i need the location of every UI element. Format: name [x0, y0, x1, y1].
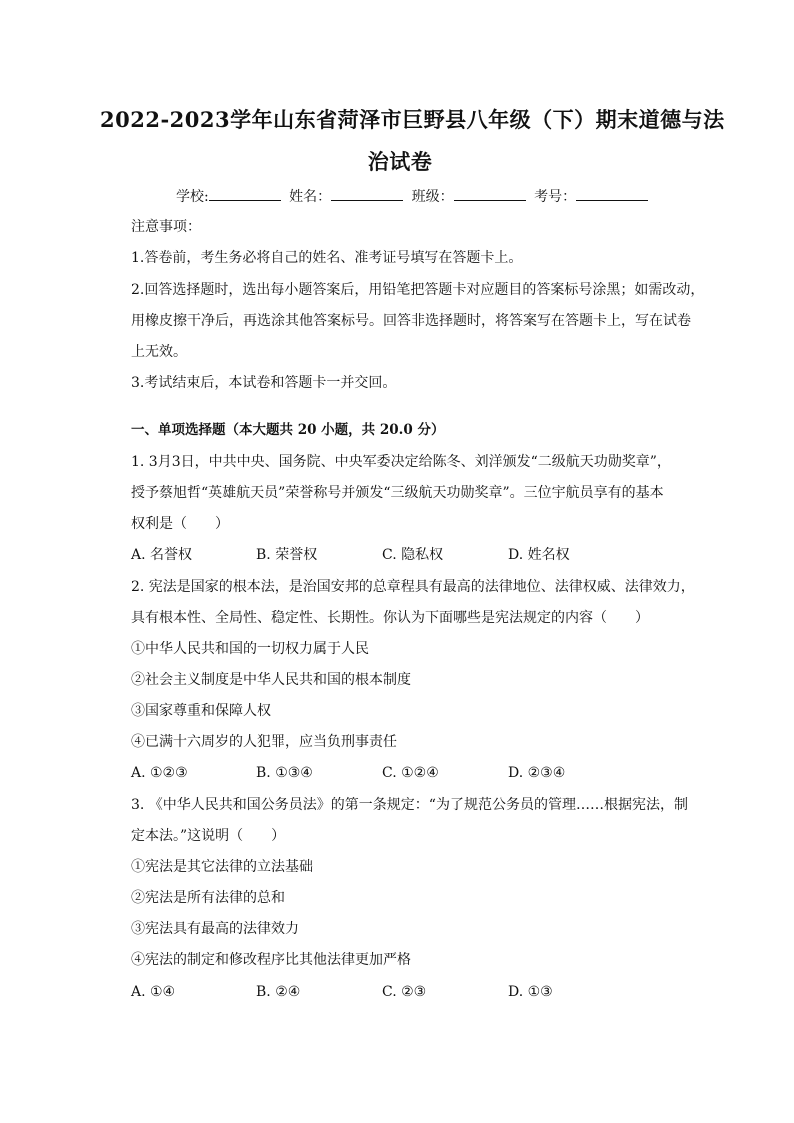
- option-a[interactable]: A. ①④: [131, 984, 176, 1000]
- class-blank: [454, 186, 526, 201]
- notice-item: 用橡皮擦干净后，再选涂其他答案标号。回答非选择题时，将答案写在答题卡上，写在试卷: [131, 313, 691, 329]
- name-label: 姓名：: [289, 189, 332, 205]
- option-b[interactable]: B. ①③④: [256, 765, 313, 781]
- question-3-statement: ②宪法是所有法律的总和: [131, 890, 285, 906]
- question-1-text: 权利是（ ）: [131, 516, 229, 532]
- school-blank: [209, 186, 281, 201]
- notice-item: 3.考试结束后，本试卷和答题卡一并交回。: [131, 375, 397, 391]
- question-3-statement: ①宪法是其它法律的立法基础: [131, 859, 313, 875]
- option-c[interactable]: C. 隐私权: [382, 547, 444, 563]
- notice-title: 注意事项：: [131, 219, 201, 235]
- class-label: 班级：: [411, 189, 454, 205]
- notice-item: 2.回答选择题时，选出每小题答案后，用铅笔把答题卡对应题目的答案标号涂黑；如需改动，: [131, 282, 705, 298]
- option-a[interactable]: A. ①②③: [131, 765, 188, 781]
- option-d[interactable]: D. ①③: [508, 984, 553, 1000]
- page-title: 2022-2023学年山东省菏泽市巨野县八年级（下）期末道德与法: [100, 107, 725, 132]
- question-3-statement: ④宪法的制定和修改程序比其他法律更加严格: [131, 952, 411, 968]
- notice-item: 上无效。: [131, 344, 187, 360]
- option-c[interactable]: C. ①②④: [382, 765, 439, 781]
- question-2-text: 2. 宪法是国家的根本法，是治国安邦的总章程具有最高的法律地位、法律权威、法律效力，: [131, 579, 695, 595]
- question-3-text: 定本法。”这说明（ ）: [131, 828, 286, 844]
- question-2-statement: ②社会主义制度是中华人民共和国的根本制度: [131, 672, 411, 688]
- question-3-statement: ③宪法具有最高的法律效力: [131, 921, 299, 937]
- option-c[interactable]: C. ②③: [382, 984, 427, 1000]
- option-b[interactable]: B. 荣誉权: [256, 547, 318, 563]
- exam-number-label: 考号：: [534, 189, 577, 205]
- question-2-statement: ④已满十六周岁的人犯罪，应当负刑事责任: [131, 734, 397, 750]
- question-1-text: 1. 3月3日，中共中央、国务院、中央军委决定给陈冬、刘洋颁发“二级航天功勋奖章”，: [131, 454, 671, 470]
- question-2-statement: ③国家尊重和保障人权: [131, 703, 271, 719]
- school-label: 学校:: [176, 189, 209, 205]
- name-blank: [331, 186, 403, 201]
- notice-item: 1.答卷前，考生务必将自己的姓名、准考证号填写在答题卡上。: [131, 250, 523, 266]
- option-d[interactable]: D. 姓名权: [508, 547, 570, 563]
- question-2-statement: ①中华人民共和国的一切权力属于人民: [131, 641, 369, 657]
- option-b[interactable]: B. ②④: [256, 984, 301, 1000]
- question-1-text: 授予蔡旭哲“英雄航天员”荣誉称号并颁发“三级航天功勋奖章”。三位宇航员享有的基本: [131, 485, 664, 501]
- section-title: 一、单项选择题（本大题共 20 小题，共 20.0 分）: [131, 422, 445, 438]
- option-d[interactable]: D. ②③④: [508, 765, 566, 781]
- question-2-text: 具有根本性、全局性、稳定性、长期性。你认为下面哪些是宪法规定的内容（ ）: [131, 610, 649, 626]
- exam-number-blank: [576, 186, 648, 201]
- question-3-text: 3. 《中华人民共和国公务员法》的第一条规定：“为了规范公务员的管理……根据宪法，制: [131, 797, 688, 813]
- page-title-continued: 治试卷: [367, 149, 433, 174]
- student-info-row: [176, 186, 652, 206]
- option-a[interactable]: A. 名誉权: [131, 547, 193, 563]
